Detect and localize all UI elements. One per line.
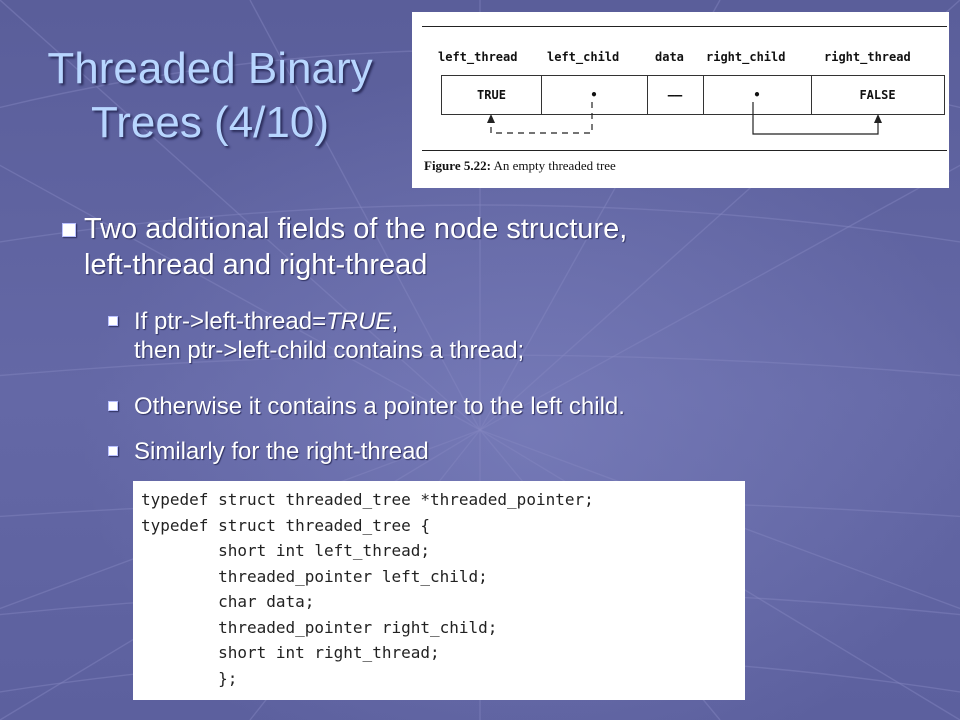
sub-bullet-1-prefix: If ptr->left-thread= xyxy=(134,308,327,335)
code-line: threaded_pointer right_child; xyxy=(141,617,498,637)
cell-left-child: • xyxy=(541,75,648,115)
sub-bullet-3: Similarly for the right-thread xyxy=(134,438,429,465)
cell-data: —— xyxy=(647,75,704,115)
title-line-2: Trees (4/10) xyxy=(90,98,329,147)
title-line-1: Threaded Binary xyxy=(47,44,373,93)
sub-bullet-1 xyxy=(134,307,524,365)
cell-right-child: • xyxy=(703,75,812,115)
code-line: }; xyxy=(141,668,238,688)
code-line: typedef struct threaded_tree { xyxy=(141,515,430,535)
page-title xyxy=(20,42,400,150)
header-left-thread: left_thread xyxy=(438,50,518,64)
code-line: short int right_thread; xyxy=(141,643,440,662)
header-data: data xyxy=(655,50,684,64)
caption-label: Figure 5.22: xyxy=(424,158,491,173)
bullet-main xyxy=(84,211,627,283)
figure-caption xyxy=(424,158,616,174)
bullet-marker xyxy=(62,223,76,237)
bullet-main-line-2: left-thread and right-thread xyxy=(84,249,428,281)
sub-bullet-1-italic: TRUE xyxy=(326,308,392,335)
sub-bullet-marker xyxy=(108,446,118,456)
code-line: threaded_pointer left_child; xyxy=(141,566,488,586)
sub-bullet-marker xyxy=(108,401,118,411)
code-line: char data; xyxy=(141,592,315,611)
sub-bullet-1-suffix: , xyxy=(391,308,399,335)
sub-bullet-1-line-2: then ptr->left-child contains a thread; xyxy=(134,337,525,364)
code-line: typedef struct threaded_tree *threaded_pointer; xyxy=(141,490,594,509)
header-right-child: right_child xyxy=(706,50,786,64)
bullet-main-line-1: Two additional fields of the node structure, xyxy=(84,213,628,245)
cell-right-thread: FALSE xyxy=(811,75,945,115)
cell-left-thread: TRUE xyxy=(441,75,542,115)
sub-bullet-1-line-1 xyxy=(134,307,524,336)
threaded-tree-figure xyxy=(412,12,949,188)
sub-bullet-marker xyxy=(108,316,118,326)
caption-text: An empty threaded tree xyxy=(490,158,616,173)
code-line: short int left_thread; xyxy=(141,541,430,560)
code-block xyxy=(133,481,745,700)
sub-bullet-2: Otherwise it contains a pointer to the left child. xyxy=(134,393,625,420)
header-right-thread: right_thread xyxy=(824,50,911,64)
header-left-child: left_child xyxy=(547,50,620,64)
